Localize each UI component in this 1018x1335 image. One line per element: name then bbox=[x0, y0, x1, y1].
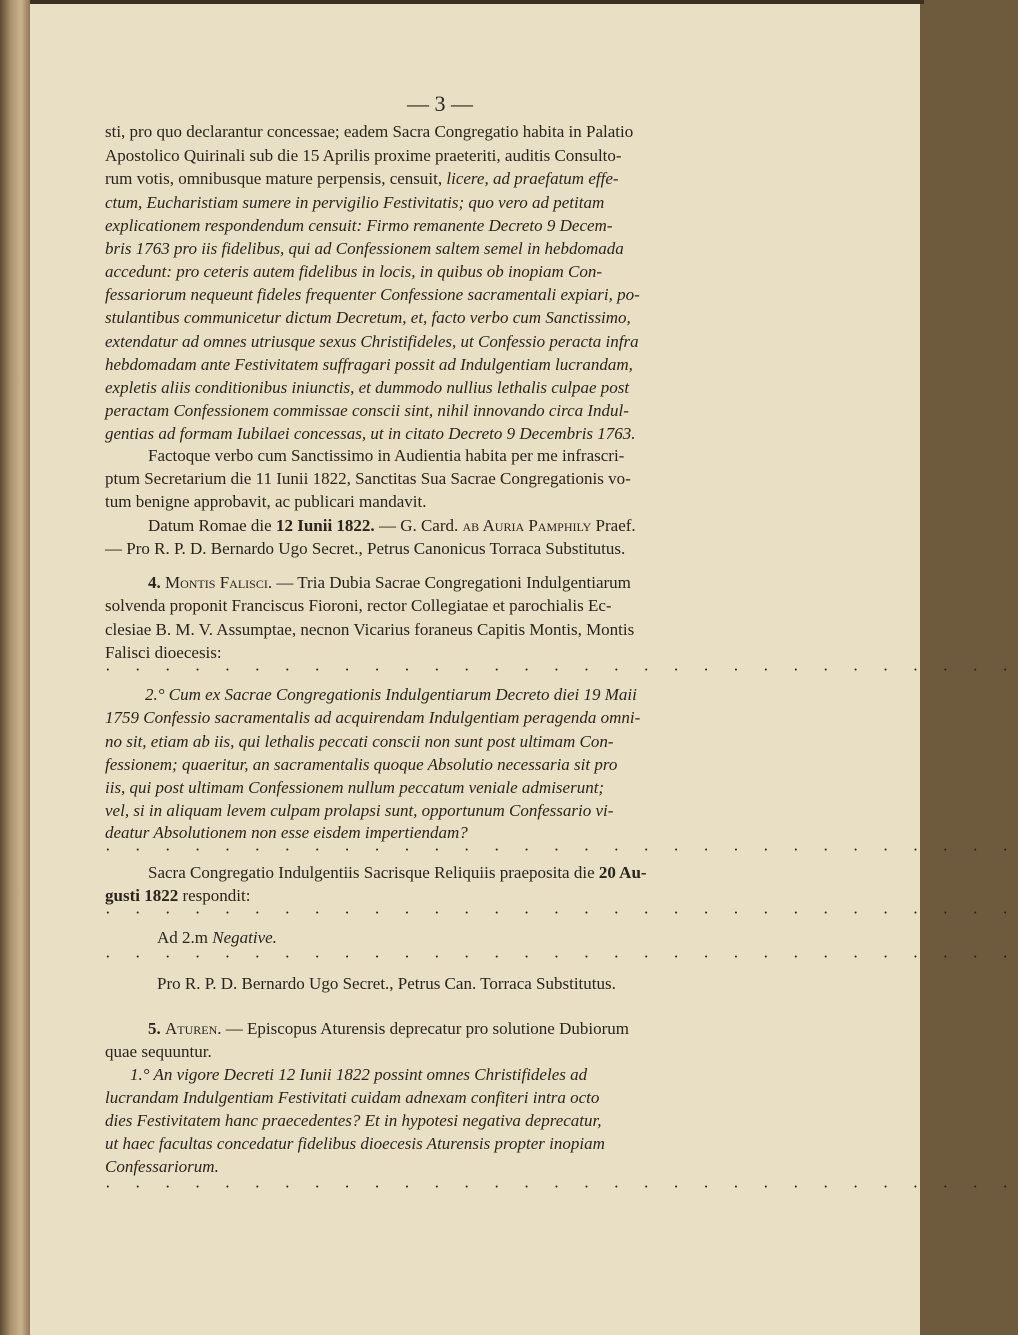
text-line: clesiae B. M. V. Assumptae, necnon Vicarius foraneus Capitis Montis, Montis bbox=[105, 620, 635, 639]
text-span: Sacra Congregatio Indulgentiis Sacrisque Reliquiis praeposita die bbox=[148, 863, 595, 882]
text-line: ut haec facultas concedatur fidelibus dioecesis Aturensis propter inopiam bbox=[105, 1134, 605, 1153]
text-line: quae sequuntur. bbox=[105, 1042, 212, 1061]
text-line: deatur Absolutionem non esse eisdem impertiendam? bbox=[105, 823, 468, 842]
section-number: 4. bbox=[148, 573, 161, 592]
text-line: gentias ad formam Iubilaei concessas, ut in citato Decreto 9 Decembris 1763. bbox=[105, 424, 636, 443]
page-number: — 3 — bbox=[407, 91, 473, 116]
text-line: ptum Secretarium die 11 Iunii 1822, Sanctitas Sua Sacrae Congregationis vo- bbox=[105, 469, 631, 488]
section-title: Aturen. bbox=[165, 1019, 222, 1038]
text-line: 2.° Cum ex Sacrae Congregationis Indulgentiarum Decreto diei 19 Maii bbox=[145, 685, 637, 704]
text-line: iis, qui post ultimam Confessionem nullum peccatum veniale admiserunt; bbox=[105, 778, 605, 797]
text-span-italic: licere, ad praefatum effe- bbox=[446, 169, 619, 188]
text-span: — Tria Dubia Sacrae Congregationi Indulgentiarum bbox=[276, 573, 631, 592]
answer-label: Ad 2.m bbox=[157, 928, 208, 947]
text-line: dies Festivitatem hanc praecedentes? Et in hypotesi negativa deprecatur, bbox=[105, 1111, 602, 1130]
text-line: Factoque verbo cum Sanctissimo in Audientia habita per me infrascri- bbox=[148, 446, 625, 465]
ellipsis-row: · · · · · · · · · · · · · · · · · · · · · · · · · · · · · · · bbox=[105, 840, 1018, 859]
ellipsis-row: · · · · · · · · · · · · · · · · · · · · · · · · · · · · · · · bbox=[105, 947, 1018, 966]
ellipsis-row: · · · · · · · · · · · · · · · · · · · · · · · · · · · · · · · bbox=[105, 903, 1018, 922]
text-line: hebdomadam ante Festivitatem suffragari possit ad Indulgentiam lucrandam, bbox=[105, 355, 633, 374]
text-span: Datum Romae die bbox=[148, 516, 272, 535]
text-line: — Pro R. P. D. Bernardo Ugo Secret., Petrus Canonicus Torraca Substitutus. bbox=[105, 539, 626, 558]
text-line: vel, si in aliquam levem culpam prolapsi sunt, opportunum Confessario vi- bbox=[105, 801, 614, 820]
date-bold: 20 Au- bbox=[598, 863, 647, 882]
text-line: bris 1763 pro iis fidelibus, qui ad Confessionem saltem semel in hebdomada bbox=[105, 239, 624, 258]
text-line: Confessariorum. bbox=[105, 1157, 219, 1176]
datum-line bbox=[148, 515, 750, 537]
section-heading-line bbox=[148, 572, 750, 594]
text-line: Apostolico Quirinali sub die 15 Aprilis proxime praeteriti, auditis Consulto- bbox=[105, 146, 622, 165]
name-smallcaps: ab Auria Pamphily bbox=[462, 516, 592, 535]
text-span: respondit: bbox=[182, 886, 251, 905]
ellipsis-row: · · · · · · · · · · · · · · · · · · · · · · · · · · · · · · · bbox=[105, 660, 1018, 679]
text-line: expletis aliis conditionibus iniunctis, et dummodo nullius lethalis culpae post bbox=[105, 378, 630, 397]
text-span: rum votis, omnibusque mature perpensis, censuit, bbox=[105, 169, 443, 188]
response-line bbox=[148, 862, 750, 884]
date-bold: gusti 1822 bbox=[105, 886, 179, 905]
answer-value: Negative. bbox=[212, 928, 277, 947]
text-line bbox=[105, 168, 750, 190]
text-line: fessionem; quaeritur, an sacramentalis quoque Absolutio necessaria sit pro bbox=[105, 755, 618, 774]
text-span: Praef. bbox=[595, 516, 636, 535]
text-line: accedunt: pro ceteris autem fidelibus in locis, in quibus ob inopiam Con- bbox=[105, 262, 603, 281]
text-line: fessariorum nequeunt fideles frequenter Confessione sacramentali expiari, po- bbox=[105, 285, 640, 304]
text-line: no sit, etiam ab iis, qui lethalis peccati conscii non sunt post ultimam Con- bbox=[105, 732, 614, 751]
text-line: 1759 Confessio sacramentalis ad acquirendam Indulgentiam peragenda omni- bbox=[105, 708, 641, 727]
text-line: extendatur ad omnes utriusque sexus Christifideles, ut Confessio peracta infra bbox=[105, 332, 639, 351]
text-line: 1.° An vigore Decreti 12 Iunii 1822 possint omnes Christifideles ad bbox=[130, 1065, 588, 1084]
text-span: — G. Card. bbox=[378, 516, 459, 535]
text-line: solvenda proponit Franciscus Fioroni, rector Collegiatae et parochialis Ec- bbox=[105, 596, 612, 615]
section-title: Montis Falisci. bbox=[165, 573, 273, 592]
text-line: peractam Confessionem commissae conscii sint, nihil innovando circa Indul- bbox=[105, 401, 629, 420]
book-spine bbox=[0, 0, 30, 1335]
text-line: stulantibus communicetur dictum Decretum, et, facto verbo cum Sanctissimo, bbox=[105, 308, 631, 327]
text-span: — Episcopus Aturensis deprecatur pro solutione Dubiorum bbox=[225, 1019, 629, 1038]
text-line: sti, pro quo declarantur concessae; eadem Sacra Congregatio habita in Palatio bbox=[105, 122, 634, 141]
section-heading-line bbox=[148, 1018, 750, 1040]
text-line: Falisci dioecesis: bbox=[105, 643, 222, 662]
text-line: lucrandam Indulgentiam Festivitati cuidam adnexam confiteri intra octo bbox=[105, 1088, 600, 1107]
text-line: explicationem respondendum censuit: Firmo remanente Decreto 9 Decem- bbox=[105, 216, 613, 235]
text-line: ctum, Eucharistiam sumere in pervigilio Festivitatis; quo vero ad petitam bbox=[105, 193, 605, 212]
section-number: 5. bbox=[148, 1019, 161, 1038]
text-line: Pro R. P. D. Bernardo Ugo Secret., Petrus Can. Torraca Substitutus. bbox=[157, 974, 616, 993]
ellipsis-row: · · · · · · · · · · · · · · · · · · · · · · · · · · · · · · · bbox=[105, 1177, 1018, 1196]
date-bold: 12 Iunii 1822. bbox=[275, 516, 375, 535]
text-line: tum benigne approbavit, ac publicari mandavit. bbox=[105, 492, 427, 511]
answer-line bbox=[157, 927, 750, 949]
